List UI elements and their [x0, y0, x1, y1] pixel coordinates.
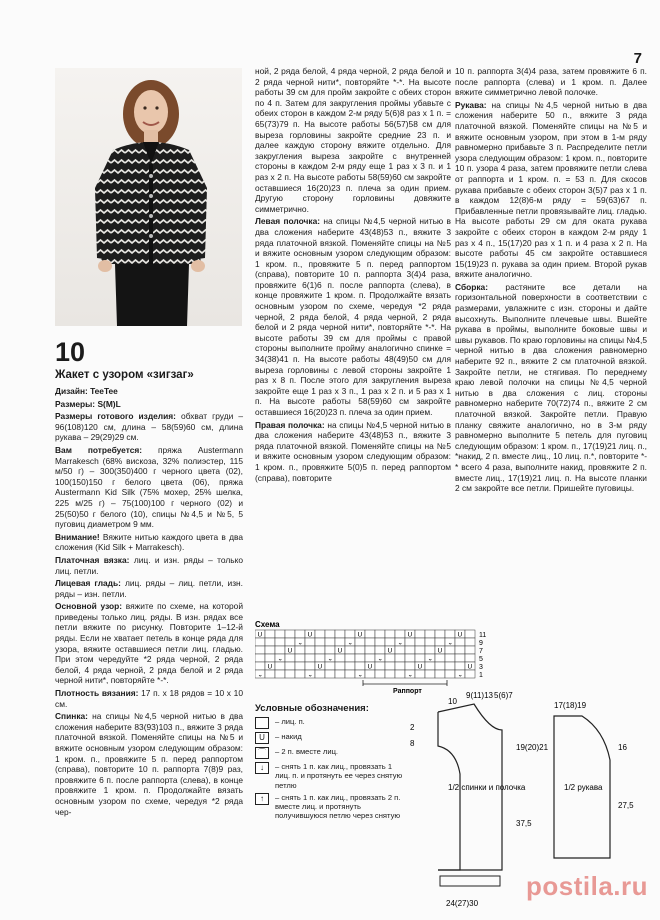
chart-cell — [325, 662, 335, 670]
pattern-number: 10 — [55, 337, 86, 367]
legend-title: Условные обозначения: — [255, 703, 369, 714]
model-photo — [55, 68, 242, 326]
chart-cell — [415, 638, 425, 646]
chart-stitch-symbol: U — [267, 663, 273, 671]
assembly-paragraph: Сборка: растяните все детали на горизонтальной поверхности в соответствии с размерами, увлажните с изн. стороны и дайте высохнуть. Выполните плечевые швы. Вшейте рукава в проймы, выполните боковые швы и швы рукавов. По краю горловины на спицы №4,5 черной нитью в два сложения равномерно наберите 92 п., вяжите 2 см платочной вязкой. Закройте петли, не стягивая. По переднему краю левой полочки на спицы №4,5 черной нитью в два сложения с лиц. стороны равномерно наберите 70(72)74 п., вяжите 2 см платочной вязкой. Закройте петли. Правую планку свяжите аналогично, но в 3-м ряду равномерно выполните 5 петель для пуговиц следующим образом: 1 кром. п., 17(19)21 лиц. п., *накид, 2 п. вместе лиц., 10 лиц. п.*, повторите *-* всего 4 раза, выполните накид, провяжите 2 п. вместе лиц., 17(19)21 лиц. п. На высоте планки 2 см закройте все петли. Пришейте пуговицы. — [455, 281, 647, 494]
chart-cell — [285, 630, 295, 638]
attention-paragraph: Внимание! Вяжите нитью каждого цвета в два сложения (Kid Silk + Marrakesch). — [55, 531, 243, 553]
chart-cell — [295, 630, 305, 638]
chart-cell — [385, 662, 395, 670]
chart-cell — [315, 638, 325, 646]
chart-cell — [365, 670, 375, 678]
chart-cell — [405, 654, 415, 662]
dim-sleeve-length: 27,5 — [618, 801, 634, 810]
chart-cell — [345, 662, 355, 670]
chart-cell — [365, 638, 375, 646]
chart-cell — [295, 654, 305, 662]
gauge-paragraph: Плотность вязания: 17 п. х 18 рядов = 10 х 10 см. — [55, 688, 243, 709]
chart-cell — [395, 630, 405, 638]
chart-cell — [325, 630, 335, 638]
chart-cell — [445, 646, 455, 654]
sizes-line: Размеры: S(M)L — [55, 398, 121, 409]
dim-side-2: 2 — [410, 723, 415, 732]
chart-stitch-symbol: U — [457, 631, 463, 639]
chart-cell — [415, 654, 425, 662]
chart-stitch-symbol: ⌄ — [357, 671, 363, 679]
legend-item: – лиц. п. — [255, 717, 405, 729]
chart-stitch-symbol: U — [317, 663, 323, 671]
dim-top-left: 10 — [448, 697, 457, 706]
chart-stitch-symbol: U — [387, 647, 393, 655]
chart-cell — [275, 670, 285, 678]
chart-stitch-symbol: U — [307, 631, 313, 639]
chart-stitch-symbol: ⌄ — [307, 671, 313, 679]
chart-cell — [265, 654, 275, 662]
page-number: 7 — [633, 50, 642, 67]
chart-cell — [425, 646, 435, 654]
materials-paragraph: Вам потребуется: пряжа Austermann Marrakesch (68% вискоза, 32% полиэстер, 115 м/50 г) – 300(350)400 г черного цвета (02), 100(150)150 г белого цвета (06), пряжа Austermann Kid Silk (75% мохер, 25% шелка, 225 м/25 г) – 75(100)100 г черного (02) и 25(50)50 г белого (10), спицы №4,5 и №5, 5 пуговиц диаметром 9 мм. — [55, 444, 243, 530]
chart-cell — [395, 662, 405, 670]
chart-cell — [425, 630, 435, 638]
chart-stitch-symbol: ⌄ — [377, 655, 383, 663]
chart-cell — [305, 638, 315, 646]
chart-stitch-symbol: U — [257, 631, 263, 639]
dim-height: 37,5 — [516, 819, 532, 828]
chart-cell — [335, 654, 345, 662]
chart-cell — [425, 638, 435, 646]
chart-cell — [415, 646, 425, 654]
legend-item: ↑ – снять 1 п. как лиц., провязать 2 п. вместе лиц. и протянуть получившуюся петлю через снятую — [255, 793, 405, 821]
sk2p-symbol: ↑ — [255, 793, 269, 805]
k2tog-symbol: ⌒ — [255, 747, 269, 759]
chart-cell — [275, 662, 285, 670]
chart-cell — [265, 646, 275, 654]
chart-cell — [255, 662, 265, 670]
chart-cell — [445, 654, 455, 662]
chart-stitch-symbol: ⌄ — [277, 655, 283, 663]
chart-cell — [305, 654, 315, 662]
chart-cell — [435, 654, 445, 662]
design-line: Дизайн: TeeTee — [55, 386, 118, 396]
dim-bottom: 24(27)30 — [446, 899, 479, 908]
chart-cell — [265, 670, 275, 678]
chart-cell — [385, 638, 395, 646]
stockinette-paragraph: Лицевая гладь: лиц. ряды – лиц. петли, изн. ряды – изн. петли. — [55, 578, 243, 599]
chart-cell — [435, 638, 445, 646]
sleeves-paragraph: Рукава: на спицы №4,5 черной нитью в два сложения наберите 50 п., вяжите 3 ряда платочной вязкой. Поменяйте спицы на №5 и вяжите основным узором, при этом в 1-м ряду равномерно прибавьте 3 п. Распределите петли узора следующим образом: 1 кром. п., повторите 10 п. узора 4 раза, затем провяжите петли слева от раппорта и 1 кром. п. = 53 п. Для скосов рукава прибавьте с обеих сторон 3(5)7 раз х 1 п. в каждом 12(8)6-м ряду = 59(63)67 п. Прибавленные петли провязывайте лиц. гладью. На высоте работы 29 см для окатa рукава закройте с обеих сторон в каждом 2-м ряду 1 раз х 4 п., 15(17)20 раз х 1 п. и 4 раза х 2 п. На высоте работы 45 см закройте оставшиеся 15(19)23 п. рукава за один прием. Второй рукав вяжите аналогично. — [455, 99, 647, 280]
legend-item: ⌒ – 2 п. вместе лиц. — [255, 747, 405, 759]
chart-cell — [395, 654, 405, 662]
chart-stitch-symbol: U — [357, 631, 363, 639]
finished-size-paragraph: Размеры готового изделия: обхват груди – 96(108)120 см, длина – 58(59)60 см, длина рукава – 29(29)29 см. — [55, 411, 243, 443]
chart-row-number: 3 — [479, 664, 483, 671]
chart-stitch-symbol: ⌄ — [407, 671, 413, 679]
chart-cell — [315, 646, 325, 654]
right-front-paragraph: Правая полочка: на спицы №4,5 черной нитью в два сложения наберите 43(48)53 п., вяжите 3 ряда платочной вязкой. Поменяйте спицы на №5 и вяжите основным узором следующим образом: 1 кром. п., провяжите 5(0)5 п. перед раппортом (справа), повторите — [255, 419, 451, 483]
chart-cell — [255, 646, 265, 654]
chart-cell — [425, 662, 435, 670]
chart-cell — [345, 670, 355, 678]
chart-cell — [345, 654, 355, 662]
chart-cell — [465, 654, 475, 662]
chart-stitch-symbol: U — [337, 647, 343, 655]
chart-cell — [375, 670, 385, 678]
chart-cell — [465, 638, 475, 646]
chart-row-number: 5 — [479, 656, 483, 663]
chart-cell — [285, 654, 295, 662]
chart-cell — [465, 646, 475, 654]
left-front-paragraph: Левая полочка: на спицы №4,5 черной нитью в два сложения наберите 43(48)53 п., вяжите 3 ряда платочной вязкой. Поменяйте спицы на №5 и вяжите основным узором следующим образом: 1 кром. п., провяжите 5 п. перед раппортом (справа), повторите 10 п. раппорта 3(4)4 раза, провяжите 6(1)6 п. после раппорта (слева), в конце провяжите 1 кром. п. Продолжайте вязать основным узором по схеме, чередуя *2 ряда черной, 2 ряда белой, 4 ряда черной, 2 ряда белой и 2 ряда черной нити*, повторяйте *-*. На высоте работы 39 см для проймы с правой стороны выполните пройму аналогично спинке = 34(38)41 п. На высоте работы 48(49)50 см для выреза горловины с левой стороны закройте 1 раз х 8 п. После этого для закругления выреза закройте еще 1 раз х 3 п., 1 раз х 2 п. и 5 раз х 1 п. На высоте работы 58(59)60 см закройте оставшиеся 16(20)23 п. плеча за один прием. — [255, 216, 451, 417]
column-2 — [255, 66, 451, 485]
chart-cell — [305, 646, 315, 654]
skp-symbol: ↓ — [255, 762, 269, 774]
chart-cell — [355, 638, 365, 646]
chart-cell — [295, 646, 305, 654]
chart-cell — [275, 646, 285, 654]
chart-row-number: 1 — [479, 672, 483, 679]
chart-stitch-symbol: ⌄ — [347, 639, 353, 647]
chart-cell — [345, 646, 355, 654]
chart-cell — [255, 638, 265, 646]
chart-stitch-symbol: U — [407, 631, 413, 639]
chart-cell — [355, 654, 365, 662]
body-label: 1/2 спинки и полочка — [448, 783, 526, 792]
dim-arm: 19(20)21 — [516, 743, 549, 752]
legend-item: U – накид — [255, 732, 405, 744]
chart-cell — [335, 630, 345, 638]
legend — [255, 704, 405, 823]
chart-cell — [265, 630, 275, 638]
repeat-label: Раппорт — [393, 688, 422, 695]
main-pattern-paragraph: Основной узор: вяжите по схеме, на которой приведены только лиц. ряды. В изн. рядах все петли вяжите по рисунку. Повторите 1–12-й ряды. Если не хватает петель в конце ряда для узора, вяжите оставшиеся петли лиц. гладью. При этом чередуйте *2 ряда черной, 2 ряда белой, 4 ряда черной, 2 ряда белой и 2 ряда черной нити*, повторяйте *-*. — [55, 601, 243, 686]
chart-cell — [285, 670, 295, 678]
chart-stitch-symbol: U — [287, 647, 293, 655]
chart-cell — [335, 662, 345, 670]
chart-row-number: 7 — [479, 648, 483, 655]
chart-cell — [325, 646, 335, 654]
chart-cell — [285, 662, 295, 670]
chart-cell — [395, 646, 405, 654]
chart-cell — [415, 630, 425, 638]
yarn-over-symbol: U — [255, 732, 269, 744]
chart-cell — [375, 662, 385, 670]
chart-stitch-symbol: U — [417, 663, 423, 671]
model-photo-illustration — [55, 68, 242, 326]
chart-stitch-symbol: U — [467, 663, 473, 671]
chart-cell — [425, 670, 435, 678]
chart-stitch-symbol: ⌄ — [297, 639, 303, 647]
chart-cell — [395, 670, 405, 678]
chart-stitch-symbol: ⌄ — [457, 671, 463, 679]
chart-cell — [285, 638, 295, 646]
chart-cell — [405, 646, 415, 654]
chart-cell — [275, 638, 285, 646]
chart-cell — [315, 670, 325, 678]
chart-cell — [365, 630, 375, 638]
chart-cell — [295, 662, 305, 670]
chart-stitch-symbol: ⌄ — [427, 655, 433, 663]
chart-stitch-symbol: U — [367, 663, 373, 671]
chart-cell — [305, 662, 315, 670]
chart-cell — [415, 670, 425, 678]
chart-cell — [455, 646, 465, 654]
chart-cell — [435, 662, 445, 670]
chart-cell — [445, 670, 455, 678]
back-paragraph: Спинка: на спицы №4,5 черной нитью в два сложения наберите 83(93)103 п., вяжите 3 ряда платочной вязкой. Поменяйте спицы на №5 и вяжите основным узором следующим образом: 1 кром. п., провяжите 5 п. перед раппортом (справа), повторите 10 п. раппорта 7(8)9 раз, провяжите 6 п. после раппорта (слева), в конце провяжите 1 кром. п. Продолжайте вязать основным узором по схеме, чередуя *2 ряда чер- — [55, 711, 243, 817]
chart-stitch-symbol: U — [437, 647, 443, 655]
knit-symbol — [255, 717, 269, 729]
chart-cell — [365, 654, 375, 662]
chart-title: Схема — [255, 620, 280, 629]
chart-row-number: 11 — [479, 632, 487, 639]
chart-cell — [465, 630, 475, 638]
right-front-continued: 10 п. раппорта 3(4)4 раза, затем провяжите 6 п. после раппорта (слева) и 1 кром. п. Далее вяжите симметрично левой полочке. — [455, 66, 647, 98]
chart-cell — [315, 630, 325, 638]
body-hem — [440, 876, 500, 886]
column-3 — [455, 66, 647, 496]
chart-stitch-symbol: ⌄ — [327, 655, 333, 663]
chart-cell — [375, 638, 385, 646]
chart-cell — [255, 654, 265, 662]
chart-stitch-symbol: ⌄ — [257, 671, 263, 679]
pattern-title: Жакет с узором «зигзаг» — [55, 369, 194, 381]
chart-cell — [295, 670, 305, 678]
chart-cell — [355, 646, 365, 654]
chart-cell — [325, 638, 335, 646]
chart-cell — [385, 654, 395, 662]
chart-cell — [325, 670, 335, 678]
chart-cell — [315, 654, 325, 662]
sleeve-label: 1/2 рукава — [564, 783, 603, 792]
chart-row-number: 9 — [479, 640, 483, 647]
chart-cell — [465, 670, 475, 678]
chart-cell — [435, 670, 445, 678]
chart-cell — [385, 670, 395, 678]
back-continued: ной, 2 ряда белой, 4 ряда черной, 2 ряда белой и 2 ряда черной нити*, повторяйте *-*. На высоте работы 39 см для пройм закройте с обеих сторон по 4 п. Затем для закругления проймы убавьте с обеих сторон в каждом 2-м ряду 5(6)8 раз х 1 п. = 65(73)79 п. На высоте работы 56(57)58 см для выреза горловины закройте средние 23 п. и далее каждую сторону вяжите отдельно. Для закругления выреза закройте с внутренней стороны в каждом 2-м ряду еще 1 раз х 3 п. и 1 раз х 2 п. На высоте работы 58(59)60 см закройте оставшиеся 16(20)23 п. плеча за один прием. Другую сторону горловины довяжите симметрично. — [255, 66, 451, 214]
chart-cell — [375, 630, 385, 638]
chart-cell — [405, 662, 415, 670]
chart-cell — [345, 630, 355, 638]
chart-cell — [265, 638, 275, 646]
chart-cell — [335, 670, 345, 678]
chart-cell — [405, 638, 415, 646]
chart-row-numbers — [479, 632, 486, 679]
dim-shoulder: 9(11)13 — [466, 691, 493, 700]
chart-cell — [435, 630, 445, 638]
chart-cell — [385, 630, 395, 638]
dim-sleeve-top: 17(18)19 — [554, 701, 587, 710]
dim-sleeve-cap: 16 — [618, 743, 627, 752]
dim-side-8: 8 — [410, 739, 415, 748]
chart-cell — [355, 662, 365, 670]
chart-cell — [275, 630, 285, 638]
chart-cell — [335, 638, 345, 646]
watermark: postila.ru — [525, 871, 648, 901]
chart-cell — [455, 638, 465, 646]
chart-cell — [455, 654, 465, 662]
chart-cell — [365, 646, 375, 654]
chart-cell — [375, 646, 385, 654]
chart-cell — [455, 662, 465, 670]
column-1 — [55, 338, 243, 819]
legend-item: ↓ – снять 1 п. как лиц., провязать 1 лиц. п. и протянуть ее через снятую петлю — [255, 762, 405, 790]
dim-neck: 5(6)7 — [494, 691, 513, 700]
garter-paragraph: Платочная вязка: лиц. и изн. ряды – только лиц. петли. — [55, 554, 244, 576]
chart-stitch-symbol: ⌄ — [447, 639, 453, 647]
chart-cell — [445, 662, 455, 670]
chart-stitch-symbol: ⌄ — [397, 639, 403, 647]
chart-grid — [255, 630, 475, 679]
chart-cell — [445, 630, 455, 638]
